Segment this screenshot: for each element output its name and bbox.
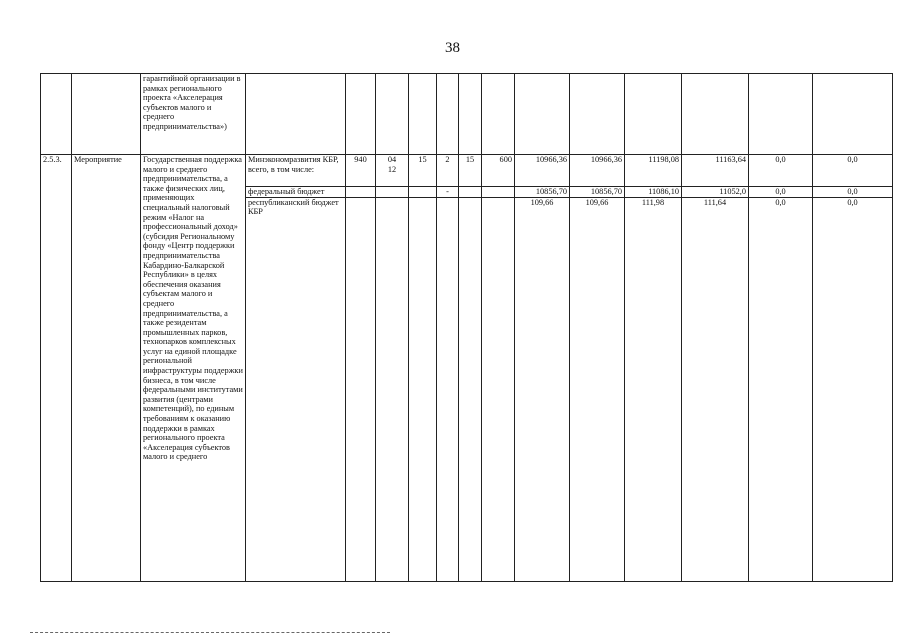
value-5: 0,0 xyxy=(749,197,813,581)
value-2: 10856,70 xyxy=(570,187,625,198)
value-5: 0,0 xyxy=(749,155,813,187)
row-description: Государственная поддержка малого и среднего предпринимательства, а также физических лиц, применяющих специальный налоговый режим «Налог на профессиональный доход» (субсидия Региональному фонду «Центр поддержки предпринимательства Кабардино-Балкарской Республики» в целях обеспечения оказания субъектам малого и среднего предпринимательства, а также резидентам промышленных парков, технопарков комплексных услуг на единой площадке региональной инфраструктуры поддержки бизнеса, в том числе федеральными институтами развития (центрами компетенций), по единым требованиям к оказанию поддержки в рамках регионального проекта «Акселерация субъектов малого и среднего xyxy=(141,155,246,582)
prev-description: гарантийной организации в рамках регионального проекта «Акселерация субъектов малого и среднего предпринимательства») xyxy=(141,74,246,155)
value-4: 111,64 xyxy=(682,197,749,581)
cs-code-2: 2 xyxy=(437,155,459,187)
value-6: 0,0 xyxy=(813,197,893,581)
table-row xyxy=(41,155,893,187)
vr-code: 600 xyxy=(482,155,515,187)
value-4: 11163,64 xyxy=(682,155,749,187)
value-4: 11052,0 xyxy=(682,187,749,198)
program-table xyxy=(40,73,893,582)
pr-code: 12 xyxy=(387,164,397,174)
value-3: 111,98 xyxy=(625,197,682,581)
continuation-row xyxy=(41,74,893,155)
rz-pr-code xyxy=(376,155,409,187)
value-3: 11198,08 xyxy=(625,155,682,187)
footer-divider xyxy=(30,632,390,634)
funding-source: республиканский бюджет КБР xyxy=(246,197,346,581)
page-number: 38 xyxy=(445,40,460,56)
cs-code-1: 15 xyxy=(409,155,437,187)
funding-source: Минэкономразвития КБР, всего, в том числе: xyxy=(246,155,346,187)
value-1: 10966,36 xyxy=(515,155,570,187)
value-1: 109,66 xyxy=(515,197,570,581)
value-6: 0,0 xyxy=(813,187,893,198)
rz-code: 04 xyxy=(387,155,397,164)
row-type: Мероприятие xyxy=(72,155,141,582)
row-code: 2.5.3. xyxy=(41,155,72,582)
value-6: 0,0 xyxy=(813,155,893,187)
value-2: 109,66 xyxy=(570,197,625,581)
cs-code-3: 15 xyxy=(459,155,482,187)
grbs-code: 940 xyxy=(346,155,376,187)
funding-source: федеральный бюджет xyxy=(246,187,346,198)
value-1: 10856,70 xyxy=(515,187,570,198)
value-5: 0,0 xyxy=(749,187,813,198)
value-2: 10966,36 xyxy=(570,155,625,187)
value-3: 11086,10 xyxy=(625,187,682,198)
dash-mark: - xyxy=(437,187,459,198)
